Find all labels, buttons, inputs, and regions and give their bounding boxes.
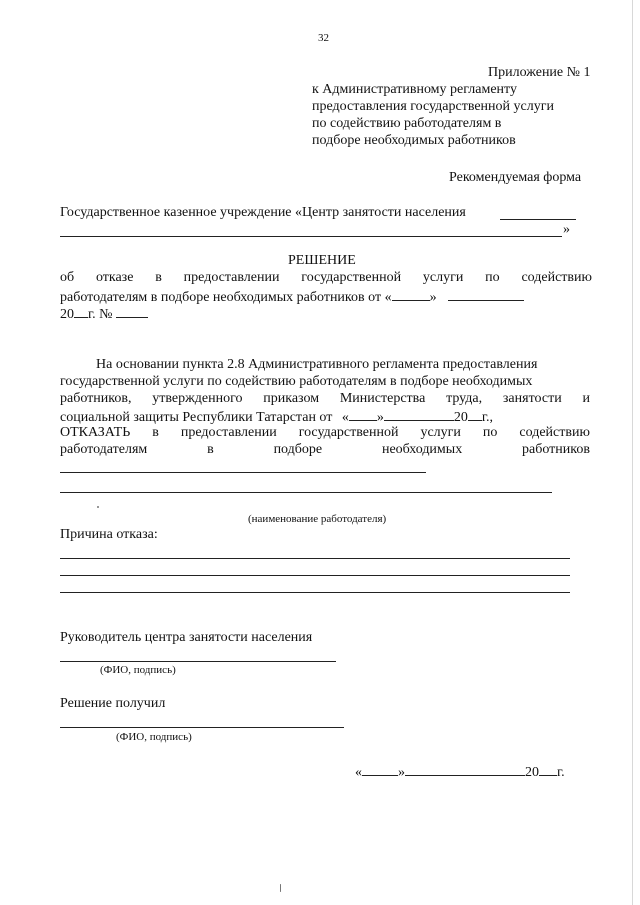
word: труда, <box>446 391 483 406</box>
body-line-5 <box>60 425 590 441</box>
word: по <box>485 270 500 285</box>
head-label: Руководитель центра занятости населения <box>60 630 313 645</box>
scan-speck <box>280 884 281 892</box>
word: государственной <box>298 425 399 440</box>
word: ОТКАЗАТЬ <box>60 425 131 440</box>
institution-closing-quote: » <box>563 222 570 237</box>
quote-open: « <box>355 765 362 780</box>
day-blank <box>362 763 398 776</box>
word: в <box>207 442 214 457</box>
year-suffix: г. <box>557 765 565 780</box>
word: содействию <box>519 425 590 440</box>
month-blank <box>448 288 524 301</box>
decision-subtitle-line-2 <box>60 288 524 306</box>
word: содействию <box>521 270 592 285</box>
day-blank <box>349 408 377 421</box>
head-caption: (ФИО, подпись) <box>100 664 176 676</box>
month-blank <box>384 408 454 421</box>
year-blank <box>539 763 557 776</box>
institution-name-blank <box>500 219 576 220</box>
reason-blank <box>60 558 570 559</box>
word: предоставлении <box>180 425 277 440</box>
day-blank <box>392 288 430 301</box>
body-line-4-text: социальной защиты Республики Татарстан от <box>60 410 333 425</box>
form-note: Рекомендуемая форма <box>449 170 582 185</box>
word: услуги <box>422 270 464 285</box>
decision-subtitle-line-1 <box>60 270 592 286</box>
scan-speck <box>97 506 99 508</box>
quote-open: « <box>384 290 392 305</box>
employer-name-blank <box>60 472 426 473</box>
decision-subtitle-line-3 <box>60 305 148 323</box>
word: государственной <box>301 270 402 285</box>
receiver-caption: (ФИО, подпись) <box>116 731 192 743</box>
word: в <box>152 425 159 440</box>
year-blank <box>468 408 482 421</box>
date-line <box>355 763 565 781</box>
appendix-line: по содействию работодателям в <box>312 116 502 131</box>
word: необходимых <box>381 442 463 457</box>
year-blank <box>74 305 88 318</box>
page-number: 32 <box>318 32 329 44</box>
appendix-line: подборе необходимых работников <box>312 133 516 148</box>
employer-name-blank-2 <box>60 492 552 493</box>
word: занятости <box>502 391 562 406</box>
body-line-2: государственной услуги по содействию работодателям в подборе необходимых <box>60 374 533 389</box>
word: работников, <box>60 391 132 406</box>
quote-close: » <box>398 765 405 780</box>
word: в <box>155 270 162 285</box>
year-prefix: 20 <box>453 410 468 425</box>
year-prefix: 20 <box>525 765 539 780</box>
body-line-4 <box>60 408 493 426</box>
word: и <box>582 391 590 406</box>
month-blank <box>405 763 525 776</box>
employer-caption: (наименование работодателя) <box>248 513 387 525</box>
page-edge <box>632 0 633 905</box>
quote-open: « <box>341 410 349 425</box>
receiver-label: Решение получил <box>60 696 166 711</box>
word: работников <box>522 442 590 457</box>
body-line-6 <box>60 442 590 458</box>
year-prefix: 20 <box>60 307 74 322</box>
quote-close: » <box>429 290 437 305</box>
word: подборе <box>273 442 323 457</box>
word: приказом <box>263 391 320 406</box>
reason-blank <box>60 592 570 593</box>
reason-label: Причина отказа: <box>60 527 158 542</box>
receiver-signature-blank <box>60 727 344 728</box>
word: работодателям <box>60 442 148 457</box>
number-label: г. № <box>88 307 113 322</box>
decision-title: РЕШЕНИЕ <box>288 253 356 268</box>
word: Министерства <box>339 391 426 406</box>
head-signature-blank <box>60 661 336 662</box>
word: предоставлении <box>183 270 280 285</box>
appendix-title: Приложение № 1 <box>488 65 591 80</box>
institution-prefix: Государственное казенное учреждение «Центр занятости населения <box>60 205 466 220</box>
year-suffix: г., <box>481 410 494 425</box>
subtitle-text: работодателям в подборе необходимых работников от <box>60 290 382 305</box>
appendix-line: предоставления государственной услуги <box>312 99 554 114</box>
reason-blank <box>60 575 570 576</box>
word: утвержденного <box>152 391 243 406</box>
institution-name-blank-2 <box>60 236 562 237</box>
word: услуги <box>420 425 461 440</box>
quote-close: » <box>376 410 384 425</box>
number-blank <box>116 305 148 318</box>
body-line-3 <box>60 391 590 407</box>
body-line-1: На основании пункта 2.8 Административного регламента предоставления <box>96 357 538 372</box>
word: по <box>482 425 498 440</box>
appendix-line: к Административному регламенту <box>312 82 517 97</box>
word: отказе <box>95 270 134 285</box>
word: об <box>60 270 75 285</box>
